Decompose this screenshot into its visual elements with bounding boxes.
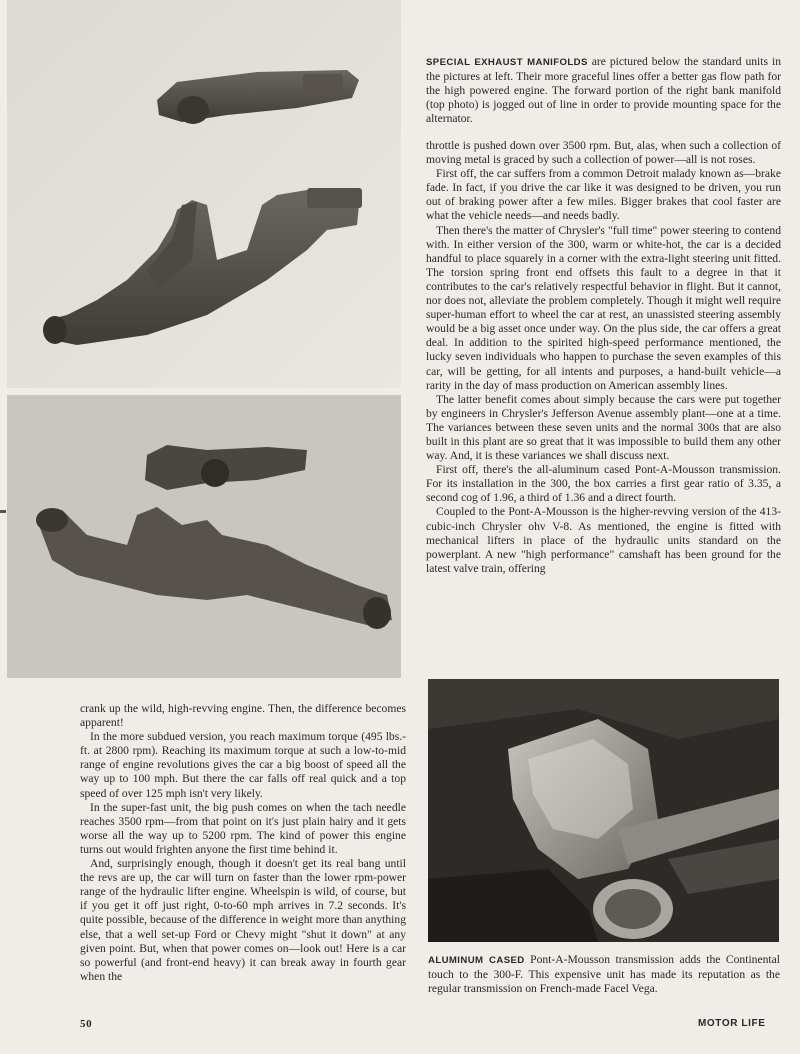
- paragraph: First off, there's the all-aluminum cased Pont-A-Mousson transmission. For its installation in the 300, the box carries a first gear ratio of 3.35, a second cog of 1.96, a third of 1.36 and a direct fourth.: [426, 463, 781, 505]
- paragraph: First off, the car suffers from a common Detroit malady known as—brake fade. In fact, if you drive the car like it was designed to be driven, you run out of braking power after a few miles. Bigger brakes that cool faster are what the vehicle needs—and needs badly.: [426, 167, 781, 223]
- paragraph: Coupled to the Pont-A-Mousson is the higher-revving version of the 413-cubic-inch Chrysler ohv V-8. As mentioned, the engine is fitted with mechanical lifters in place of the hydraulic units standard on the powerplant. A new "high performance" camshaft has been ground for the latest valve train, offering: [426, 505, 781, 575]
- paragraph: In the more subdued version, you reach maximum torque (495 lbs.-ft. at 2800 rpm). Reaching its maximum torque at such a low-to-mid range of engine revolutions gives the car a big boost of speed all the way up to 100 mph. But there the car falls off real quick and a top speed of over 125 mph isn't very likely.: [80, 730, 406, 800]
- photo-exhaust-manifolds-standard: [7, 395, 401, 678]
- caption-lead: ALUMINUM CASED: [428, 955, 525, 966]
- paragraph: throttle is pushed down over 3500 rpm. But, alas, when such a collection of moving metal is graced by such a collection of power—all is not roses.: [426, 139, 781, 167]
- manifold-photo-illustration: [7, 0, 401, 388]
- caption-exhaust-manifolds: [426, 55, 781, 126]
- paragraph: crank up the wild, high-revving engine. Then, the difference becomes apparent!: [80, 702, 406, 730]
- paragraph: Then there's the matter of Chrysler's "full time" power steering to contend with. In either version of the 300, warm or white-hot, the car is a decided handful to place squarely in a corner with the extra-light steering unit fitted. The torsion spring front end offsets this fault to a degree in that it contributes to the car's relatively respectful behavior in flight. But it cannot, nor does not, alleviate the problem completely. Though it might well require super-human effort to wheel the car at rest, an unassisted steering assembly would be a big asset once under way. On the plus side, the car offers a great deal. In addition to the spirited high-speed performance mentioned, the lucky seven individuals who happen to purchase the seven examples of this car, will be getting, for all intents and purposes, a hand-built vehicle—a rarity in the day of mass production on American assembly lines.: [426, 223, 781, 392]
- page-edge-mark: [0, 510, 6, 513]
- caption-lead: SPECIAL EXHAUST MANIFOLDS: [426, 57, 588, 68]
- caption-aluminum-cased: [428, 953, 780, 996]
- paragraph: And, surprisingly enough, though it doesn't get its real bang until the revs are up, the car will turn on faster than the lower rpm-power range of the hydraulic lifter engine. Wheelspin is wild, of course, but if you get it off just right, 0-to-60 mph arrives in 7.2 seconds. It's quite possible, because of the difference in weight more than anything else, that a well set-up Ford or Chevy might "shut it down" at any given point. But, when that power comes on—look out! Here is a car so powerful (and front-end heavy) it can break away in fourth gear when the: [80, 857, 406, 983]
- page-number: 50: [80, 1018, 93, 1030]
- paragraph: The latter benefit comes about simply because the cars were put together by engineers in Chrysler's Jefferson Avenue assembly plant—one at a time. The variances between these seven units and the normal 300s that are also built in this plant are so great that it was impossible to build them any other way. And, it is these variances we shall discuss next.: [426, 392, 781, 463]
- caption-body: are pictured below the standard units in the pictures at left. Their more graceful lines offer a better gas flow path for the high powered engine. The forward portion of the right bank manifold (top photo) is jogged out of line in order to provide mounting space for the alternator.: [426, 55, 781, 126]
- photo-exhaust-manifolds-top: [7, 0, 401, 388]
- article-column-right: [426, 139, 781, 576]
- photo-aluminum-transmission: [428, 679, 779, 942]
- standard-manifold-illustration: [7, 395, 401, 678]
- magazine-title: MOTOR LIFE: [698, 1018, 766, 1029]
- caption-body: Pont-A-Mousson transmission adds the Continental touch to the 300-F. This expensive unit has made its reputation as the regular transmission on French-made Facel Vega.: [428, 953, 781, 996]
- article-column-left: [80, 702, 406, 984]
- transmission-photo-illustration: [428, 679, 779, 942]
- paragraph: In the super-fast unit, the big push comes on when the tach needle reaches 3500 rpm—from that point on it's just plain hairy and it gets worse all the way up to 5200 rpm. The kind of power this engine turns out would frighten anyone the first time behind it.: [80, 800, 406, 856]
